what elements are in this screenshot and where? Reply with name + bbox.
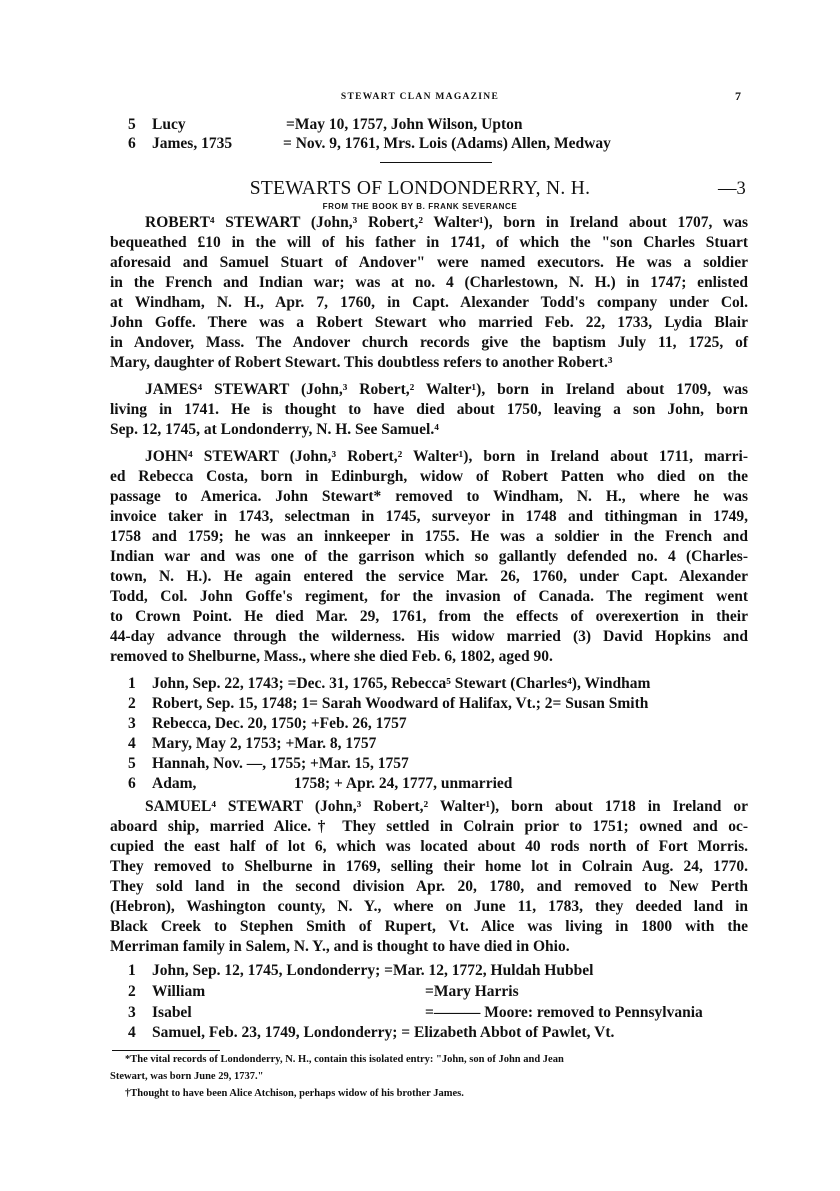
paragraph-line: John Goffe. There was a Robert Stewart who married Feb. 22, 1733, Lydia Blair [110,314,748,331]
child-entry: Samuel, Feb. 23, 1749, Londonderry; = Elizabeth Abbot of Pawlet, Vt. [152,1024,615,1041]
paragraph-line: ed Rebecca Costa, born in Edinburgh, widow of Robert Patten who died on the [110,468,748,485]
list-item-detail: = Nov. 9, 1761, Mrs. Lois (Adams) Allen, Medway [283,135,611,152]
article-part-number: —3 [718,179,746,199]
paragraph-line: Mary, daughter of Robert Stewart. This doubtless refers to another Robert.³ [110,354,613,371]
paragraph-line: removed to Shelburne, Mass., where she died Feb. 6, 1802, aged 90. [110,648,553,665]
paragraph-line: They removed to Shelburne in 1769, selling their home lot in Colrain Aug. 24, 1770. [110,858,748,875]
section-divider [380,162,492,163]
paragraph-line: town, N. H.). He again entered the service Mar. 26, 1760, under Capt. Alexander [110,568,748,585]
paragraph-line: aforesaid and Samuel Stuart of Andover" were named executors. He was a soldier [110,254,748,271]
paragraph-line: in the French and Indian war; was at no. 4 (Charlestown, N. H.) in 1747; enlisted [110,274,748,291]
paragraph-line: 1758 and 1759; he was an innkeeper in 1755. He was a soldier in the French and [110,528,748,545]
child-num: 3 [128,1004,136,1021]
paragraph-line: Todd, Col. John Goffe's regiment, for the invasion of Canada. The regiment went [110,588,748,605]
paragraph-line: SAMUEL⁴ STEWART (John,³ Robert,² Walter¹), born about 1718 in Ireland or [145,798,748,815]
list-item-num: 5 [128,116,136,133]
list-item-detail: =May 10, 1757, John Wilson, Upton [286,116,523,133]
paragraph-line: cupied the east half of lot 6, which was located about 40 rods north of Fort Morris. [110,838,748,855]
child-entry: Hannah, Nov. —, 1755; +Mar. 15, 1757 [152,755,409,772]
child-entry: Mary, May 2, 1753; +Mar. 8, 1757 [152,735,377,752]
paragraph-line: Indian war and was one of the garrison which so gallantly defended no. 4 (Charles- [110,548,748,565]
footnote-line: *The vital records of Londonderry, N. H., contain this isolated entry: "John, son of John and Jean [125,1054,564,1065]
child-num: 4 [128,1024,136,1041]
child-num: 2 [128,983,136,1000]
child-entry: John, Sep. 12, 1745, Londonderry; =Mar. 12, 1772, Huldah Hubbel [152,962,594,979]
paragraph-line: Merriman family in Salem, N. Y., and is thought to have died in Ohio. [110,938,570,955]
child-num: 6 [128,775,136,792]
paragraph-line: invoice taker in 1743, selectman in 1745, surveyor in 1748 and tithingman in 1749, [110,508,748,525]
child-num: 1 [128,962,136,979]
footnote-divider [112,1050,220,1051]
paragraph-line: 44-day advance through the wilderness. His widow married (3) David Hopkins and [110,628,748,645]
list-item-name: Lucy [152,116,186,133]
article-title [0,178,840,200]
child-entry: Adam, [152,775,197,792]
article-byline: FROM THE BOOK BY B. FRANK SEVERANCE [322,202,518,211]
footnote-line: †Thought to have been Alice Atchison, perhaps widow of his brother James. [125,1088,464,1099]
paragraph-line: They sold land in the second division Apr. 20, 1780, and removed to New Perth [110,878,748,895]
child-entry: John, Sep. 22, 1743; =Dec. 31, 1765, Rebecca⁵ Stewart (Charles⁴), Windham [152,675,651,692]
paragraph-line: JAMES⁴ STEWART (John,³ Robert,² Walter¹), born in Ireland about 1709, was [145,381,748,398]
paragraph-line: in Andover, Mass. The Andover church records give the baptism July 11, 1725, of [110,334,748,351]
list-item-name: James, 1735 [152,135,233,152]
paragraph-line: living in 1741. He is thought to have died about 1750, leaving a son John, born [110,401,748,418]
footnote-line: Stewart, was born June 29, 1737." [110,1071,264,1082]
paragraph-line: (Hebron), Washington county, N. Y., where on June 11, 1783, they deeded land in [110,898,748,915]
paragraph-line: JOHN⁴ STEWART (John,³ Robert,² Walter¹), born in Ireland about 1711, marri- [145,448,748,465]
child-entry: Rebecca, Dec. 20, 1750; +Feb. 26, 1757 [152,715,407,732]
child-entry-detail: 1758; + Apr. 24, 1777, unmarried [294,775,513,792]
child-num: 2 [128,695,136,712]
paragraph-line: aboard ship, married Alice.† They settled in Colrain prior to 1751; owned and oc- [110,818,748,835]
paragraph-line: passage to America. John Stewart* removed to Windham, N. H., where he was [110,488,748,505]
paragraph-line: bequeathed £10 in the will of his father in 1741, of which the "son Charles Stuart [110,234,748,251]
paragraph-line: at Windham, N. H., Apr. 7, 1760, in Capt. Alexander Todd's company under Col. [110,294,748,311]
child-num: 1 [128,675,136,692]
child-num: 5 [128,755,136,772]
child-entry-detail: =——— Moore: removed to Pennsylvania [425,1004,703,1021]
paragraph-line: ROBERT⁴ STEWART (John,³ Robert,² Walter¹), born in Ireland about 1707, was [145,214,748,231]
list-item-num: 6 [128,135,136,152]
article-title-text: STEWARTS OF LONDONDERRY, N. H. [249,178,591,199]
child-entry: Isabel [152,1004,192,1021]
page-number: 7 [735,89,741,103]
child-num: 4 [128,735,136,752]
child-entry: Robert, Sep. 15, 1748; 1= Sarah Woodward of Halifax, Vt.; 2= Susan Smith [152,695,649,712]
paragraph-line: to Crown Point. He died Mar. 29, 1761, from the effects of overexertion in their [110,608,748,625]
running-head: STEWART CLAN MAGAZINE [340,92,500,102]
paragraph-line: Sep. 12, 1745, at Londonderry, N. H. See Samuel.⁴ [110,421,439,438]
child-entry: William [152,983,206,1000]
paragraph-line: Black Creek to Stephen Smith of Rupert, Vt. Alice was living in 1800 with the [110,918,748,935]
child-num: 3 [128,715,136,732]
child-entry-detail: =Mary Harris [425,983,519,1000]
